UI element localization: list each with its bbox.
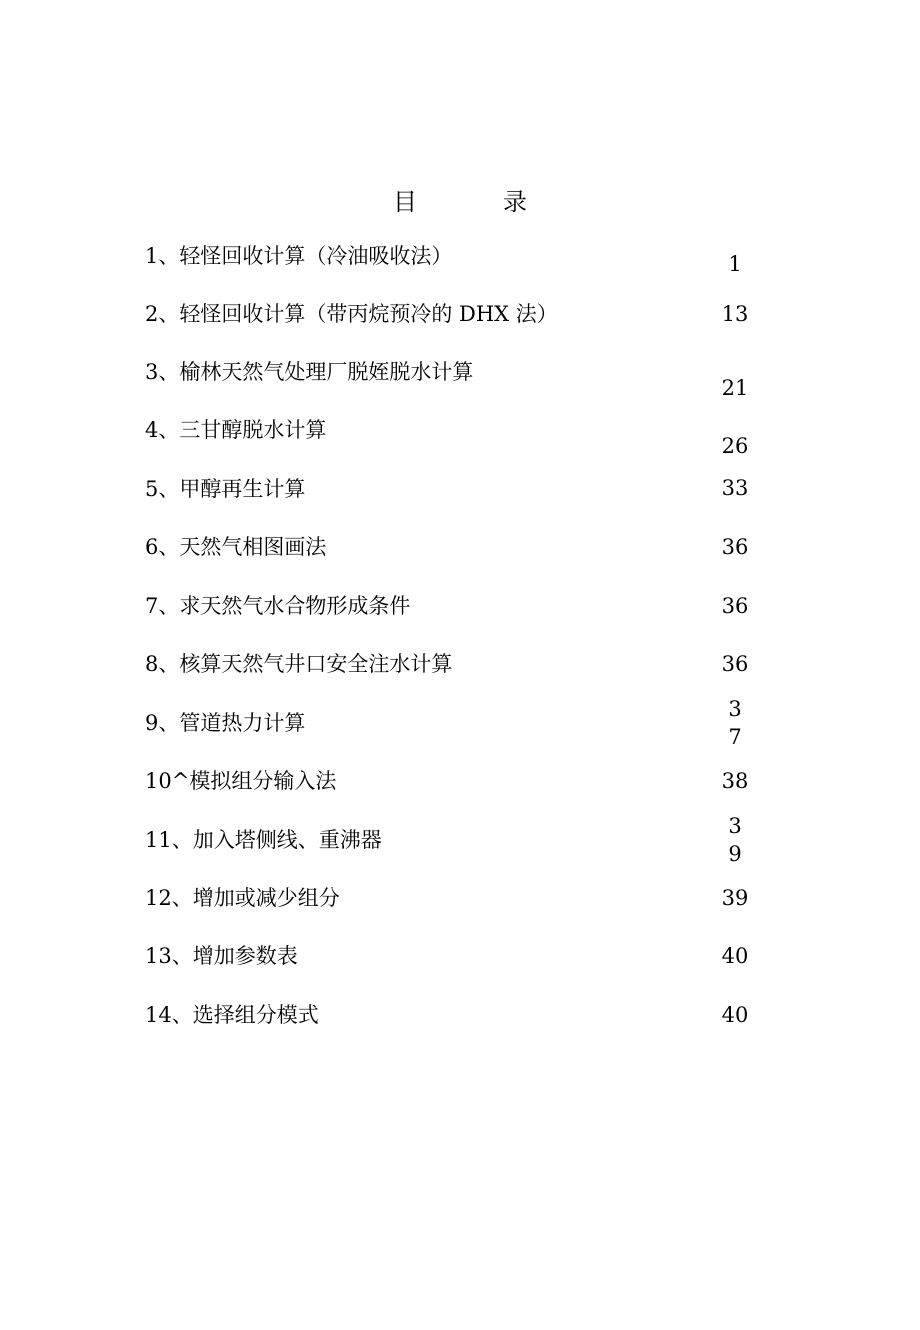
toc-entry-13[interactable] — [145, 938, 765, 974]
toc-entry-page: 38 — [721, 769, 749, 793]
toc-entry-label: 6、天然气相图画法 — [145, 535, 327, 559]
toc-entry-1[interactable] — [145, 238, 765, 274]
toc-entry-page: 21 — [721, 376, 749, 400]
toc-entry-page: 40 — [721, 1003, 749, 1027]
toc-entry-page: 13 — [721, 302, 749, 326]
toc-title-left: 目 — [393, 188, 417, 216]
toc-entry-3[interactable] — [145, 354, 765, 400]
toc-entry-page: 40 — [721, 944, 749, 968]
toc-entry-label: 10^模拟组分输入法 — [145, 769, 337, 793]
toc-entry-page: 33 — [721, 476, 749, 500]
toc-entry-label: 1、轻怪回收计算（冷油吸收法） — [145, 244, 453, 268]
toc-entry-6[interactable] — [145, 529, 765, 565]
toc-entry-8[interactable] — [145, 646, 765, 682]
toc-entry-page: 39 — [721, 886, 749, 910]
toc-entry-page: 36 — [721, 594, 749, 618]
toc-entry-4[interactable] — [145, 412, 765, 458]
toc-entry-label: 8、核算天然气井口安全注水计算 — [145, 652, 453, 676]
toc-entry-9[interactable] — [145, 697, 765, 749]
toc-entry-page: 36 — [721, 652, 749, 676]
toc-title-right: 录 — [503, 188, 527, 216]
toc-entry-page: 1 — [728, 252, 742, 276]
toc-entry-label: 13、增加参数表 — [145, 944, 298, 968]
toc-entry-label: 7、求天然气水合物形成条件 — [145, 594, 411, 618]
toc-entry-label: 9、管道热力计算 — [145, 711, 306, 735]
toc-entry-14[interactable] — [145, 997, 765, 1033]
toc-entry-12[interactable] — [145, 880, 765, 916]
toc-entry-10[interactable] — [145, 763, 765, 799]
toc-entry-5[interactable] — [145, 471, 765, 507]
toc-entry-11[interactable] — [145, 814, 765, 866]
toc-entry-7[interactable] — [145, 588, 765, 624]
toc-entry-page: 26 — [721, 434, 749, 458]
toc-entry-label: 14、选择组分模式 — [145, 1003, 319, 1027]
toc-entry-label: 3、榆林天然气处理厂脱姪脱水计算 — [145, 360, 474, 384]
toc-entry-label: 11、加入塔侧线、重沸器 — [145, 828, 382, 852]
toc-entry-page: 3 9 — [728, 814, 742, 866]
toc-entry-label: 2、轻怪回收计算（带丙烷预冷的 DHX 法） — [145, 302, 558, 326]
toc-entry-page: 3 7 — [728, 697, 742, 749]
toc-entry-2[interactable] — [145, 296, 765, 332]
toc-entry-label: 4、三甘醇脱水计算 — [145, 418, 327, 442]
toc-entry-page: 36 — [721, 535, 749, 559]
toc-entry-label: 12、增加或减少组分 — [145, 886, 340, 910]
toc-entry-label: 5、甲醇再生计算 — [145, 477, 306, 501]
toc-title — [0, 184, 920, 220]
